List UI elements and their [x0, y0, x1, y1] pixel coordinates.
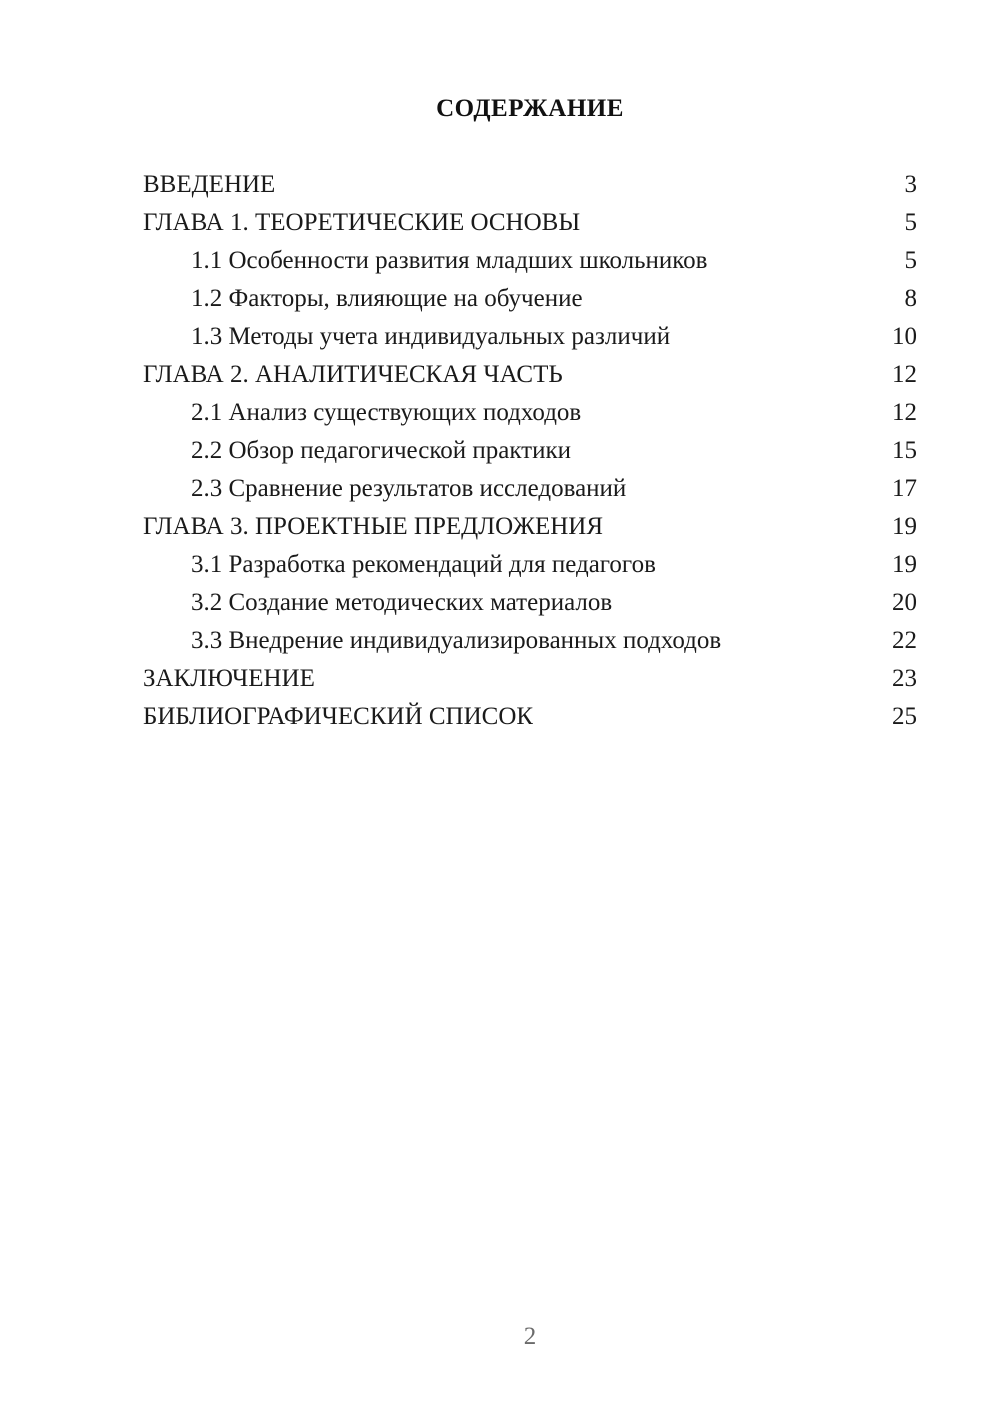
toc-entry-label: ГЛАВА 3. ПРОЕКТНЫЕ ПРЕДЛОЖЕНИЯ — [143, 513, 604, 540]
toc-entry-page-number: 8 — [904, 285, 917, 312]
toc-entry-page-number: 20 — [892, 589, 917, 616]
toc-entry — [143, 242, 917, 280]
toc-entry-page-number: 12 — [892, 399, 917, 426]
toc-entry — [143, 546, 917, 584]
toc-entry-label: 1.1 Особенности развития младших школьников — [191, 247, 708, 274]
toc-entry-page-number: 22 — [892, 627, 917, 654]
toc-content — [143, 94, 917, 736]
toc-entry-page-number: 5 — [904, 247, 917, 274]
toc-entry — [143, 698, 917, 736]
toc-entry-label: 2.2 Обзор педагогической практики — [191, 437, 571, 464]
toc-entry-page-number: 23 — [892, 665, 917, 692]
toc-entry — [143, 356, 917, 394]
toc-entry-page-number: 10 — [892, 323, 917, 350]
toc-entry-label: 3.1 Разработка рекомендаций для педагогов — [191, 551, 656, 578]
toc-entry-label: 3.3 Внедрение индивидуализированных подходов — [191, 627, 722, 654]
toc-entry-page-number: 17 — [892, 475, 917, 502]
toc-entry — [143, 622, 917, 660]
toc-entry — [143, 470, 917, 508]
toc-entry — [143, 166, 917, 204]
toc-entry-page-number: 5 — [904, 209, 917, 236]
toc-entry — [143, 394, 917, 432]
toc-entry-label: 2.1 Анализ существующих подходов — [191, 399, 582, 426]
toc-entry-page-number: 19 — [892, 513, 917, 540]
toc-entry — [143, 584, 917, 622]
toc-entry — [143, 508, 917, 546]
toc-list — [143, 166, 917, 736]
toc-entry-label: 1.2 Факторы, влияющие на обучение — [191, 285, 583, 312]
footer-page-number: 2 — [523, 1323, 537, 1350]
toc-entry-label: 1.3 Методы учета индивидуальных различий — [191, 323, 671, 350]
toc-entry-label: ГЛАВА 1. ТЕОРЕТИЧЕСКИЕ ОСНОВЫ — [143, 209, 581, 236]
toc-entry-page-number: 15 — [892, 437, 917, 464]
toc-entry-label: ЗАКЛЮЧЕНИЕ — [143, 665, 315, 692]
toc-entry — [143, 204, 917, 242]
toc-entry-page-number: 25 — [892, 703, 917, 730]
toc-entry-label: БИБЛИОГРАФИЧЕСКИЙ СПИСОК — [143, 703, 534, 730]
toc-entry-label: ГЛАВА 2. АНАЛИТИЧЕСКАЯ ЧАСТЬ — [143, 361, 563, 388]
toc-entry — [143, 660, 917, 698]
toc-entry-page-number: 3 — [904, 171, 917, 198]
toc-entry — [143, 280, 917, 318]
toc-entry-label: ВВЕДЕНИЕ — [143, 171, 276, 198]
toc-entry-label: 3.2 Создание методических материалов — [191, 589, 613, 616]
toc-entry — [143, 318, 917, 356]
toc-entry-label: 2.3 Сравнение результатов исследований — [191, 475, 627, 502]
toc-entry-page-number: 12 — [892, 361, 917, 388]
page-title: СОДЕРЖАНИЕ — [436, 95, 624, 122]
toc-entry — [143, 432, 917, 470]
toc-entry-page-number: 19 — [892, 551, 917, 578]
